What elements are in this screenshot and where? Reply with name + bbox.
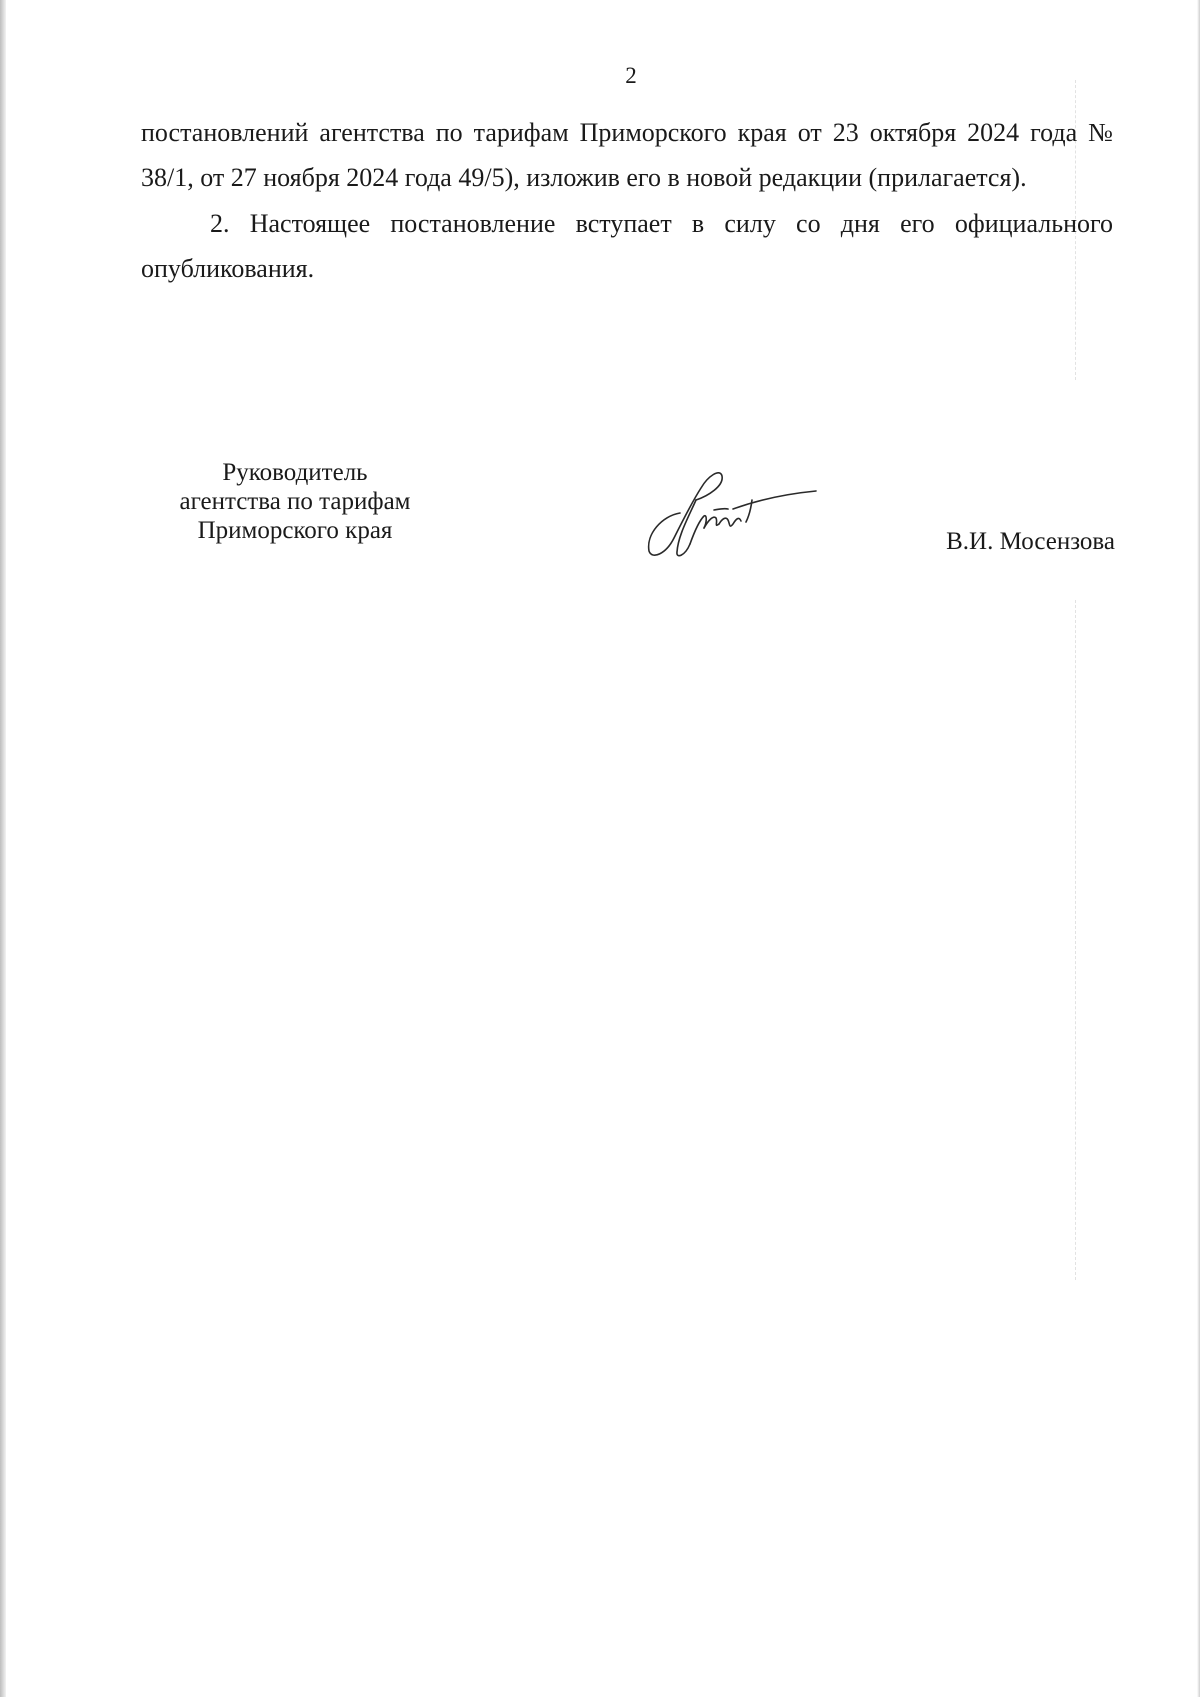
signatory-title-line: агентства по тарифам [179, 488, 411, 515]
document-body [141, 110, 1113, 291]
signatory-title [150, 458, 440, 545]
scan-page-edge-left [0, 0, 6, 1697]
paragraph-effective-date: 2. Настоящее постановление вступает в силу со дня его официального опубликования. [141, 209, 1113, 283]
signatory-name: В.И. Мосензова [946, 528, 1115, 555]
paragraph-continuation: постановлений агентства по тарифам Приморского края от 23 октября 2024 года № 38/1, от 27 ноября 2024 года 49/5), изложив его в новой редакции (прилагается). [141, 118, 1113, 192]
page-number: 2 [625, 63, 637, 88]
handwritten-signature [640, 466, 822, 561]
scan-artifact-line [1075, 600, 1076, 1280]
signatory-title-line: Приморского края [197, 517, 393, 544]
signatory-title-line: Руководитель [222, 459, 368, 486]
